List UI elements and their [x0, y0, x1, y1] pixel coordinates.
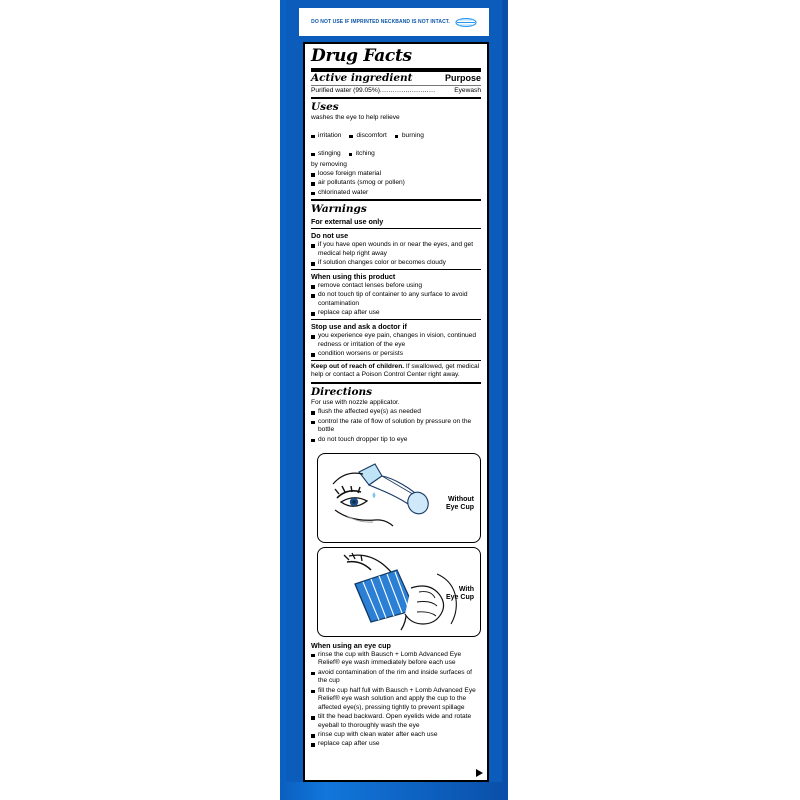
- uses-heading: Uses: [311, 101, 339, 114]
- with-eye-cup-caption: [446, 586, 474, 602]
- list-item: control the rate of flow of solution by pressure on the bottle: [311, 418, 481, 435]
- eye-cup-list: [311, 651, 481, 749]
- directions-intro: For use with nozzle applicator.: [311, 398, 400, 406]
- neckband-band-icon: [455, 16, 477, 29]
- rule-after-uses: [311, 199, 481, 201]
- caption-line-1: With: [458, 585, 474, 593]
- active-ingredient-heading: Active ingredient: [311, 71, 413, 84]
- list-item: discomfort: [349, 132, 386, 141]
- rule-after-external-use: [311, 228, 481, 229]
- rule-after-active: [311, 97, 481, 99]
- external-use-only: For external use only: [311, 217, 384, 227]
- list-item: if solution changes color or becomes cloudy: [311, 259, 481, 268]
- list-item: chlorinated water: [311, 189, 481, 198]
- rule-after-do-not-use: [311, 269, 481, 270]
- neckband-warning-box: [299, 8, 489, 36]
- active-ingredient-dots: ..........................: [379, 86, 436, 94]
- active-ingredient-row: [311, 87, 481, 95]
- list-item: irritation: [311, 132, 341, 141]
- drug-facts-title: Drug Facts: [311, 46, 412, 66]
- do-not-use-list: [311, 241, 481, 268]
- drug-facts-panel: [303, 42, 489, 782]
- uses-removing-list: [311, 170, 481, 197]
- warnings-heading: Warnings: [311, 203, 367, 216]
- do-not-use-heading: Do not use: [311, 230, 349, 240]
- keep-out-bold: Keep out of reach of children.: [311, 362, 405, 370]
- without-eye-cup-caption: [446, 496, 474, 512]
- list-item: stinging: [311, 150, 341, 159]
- eye-cup-heading: When using an eye cup: [311, 640, 391, 650]
- list-item: condition worsens or persists: [311, 350, 481, 359]
- uses-by-removing-label: by removing: [311, 160, 347, 168]
- active-ingredient-name: Purified water (99.05%): [311, 86, 380, 94]
- uses-relieve-list: [311, 124, 481, 160]
- list-item: do not touch dropper tip to eye: [311, 436, 481, 445]
- list-item: tilt the head backward. Open eyelids wide and rotate eyeball to thoroughly wash the eye: [311, 713, 481, 730]
- active-ingredient-purpose: Eyewash: [454, 86, 481, 94]
- illustration-with-eye-cup: [317, 547, 481, 637]
- list-item: loose foreign material: [311, 170, 481, 179]
- uses-intro: washes the eye to help relieve: [311, 114, 400, 122]
- list-item: itching: [349, 150, 375, 159]
- keep-out-of-reach: [311, 363, 481, 380]
- stop-use-list: [311, 332, 481, 359]
- package-bottom-stripe: [280, 782, 508, 800]
- list-item: avoid contamination of the rim and inside surfaces of the cup: [311, 669, 481, 686]
- when-using-heading: When using this product: [311, 271, 396, 281]
- list-item: burning: [395, 132, 424, 141]
- purpose-heading: Purpose: [444, 72, 481, 83]
- list-item: remove contact lenses before using: [311, 282, 481, 291]
- caption-line-2: Eye Cup: [445, 503, 474, 511]
- neckband-warning-text: DO NOT USE IF IMPRINTED NECKBAND IS NOT INTACT.: [311, 18, 450, 25]
- rule-after-stop-use: [311, 360, 481, 361]
- list-item: if you have open wounds in or near the eyes, and get medical help right away: [311, 241, 481, 258]
- caption-line-2: Eye Cup: [445, 593, 474, 601]
- stop-use-heading: Stop use and ask a doctor if: [311, 321, 407, 331]
- list-item: you experience eye pain, changes in vision, continued redness or irritation of the eye: [311, 332, 481, 349]
- list-item: replace cap after use: [311, 740, 481, 749]
- rule-under-active-heading: [311, 85, 481, 86]
- directions-list: [311, 408, 481, 444]
- list-item: rinse cup with clean water after each use: [311, 731, 481, 740]
- illustration-without-eye-cup: [317, 453, 481, 543]
- rule-after-warnings: [311, 382, 481, 384]
- list-item: rinse the cup with Bausch + Lomb Advanced Eye Relief® eye wash immediately before each use: [311, 651, 481, 668]
- list-item: replace cap after use: [311, 309, 481, 318]
- when-using-list: [311, 282, 481, 318]
- list-item: air pollutants (smog or pollen): [311, 179, 481, 188]
- list-item: do not touch tip of container to any surface to avoid contamination: [311, 291, 481, 308]
- keep-out-rest: If swallowed, get medical help or contact a Poison Control Center right away.: [311, 362, 480, 379]
- list-item: fill the cup half full with Bausch + Lomb Advanced Eye Relief® eye wash solution and apply the cup to the affected eye(s), pressing tightly to prevent spillage: [311, 687, 481, 713]
- continuation-arrow-icon: [476, 769, 483, 777]
- list-item: flush the affected eye(s) as needed: [311, 408, 481, 417]
- active-ingredient-header-row: [311, 72, 481, 84]
- directions-heading: Directions: [311, 385, 373, 398]
- rule-after-when-using: [311, 319, 481, 320]
- caption-line-1: Without: [448, 495, 474, 503]
